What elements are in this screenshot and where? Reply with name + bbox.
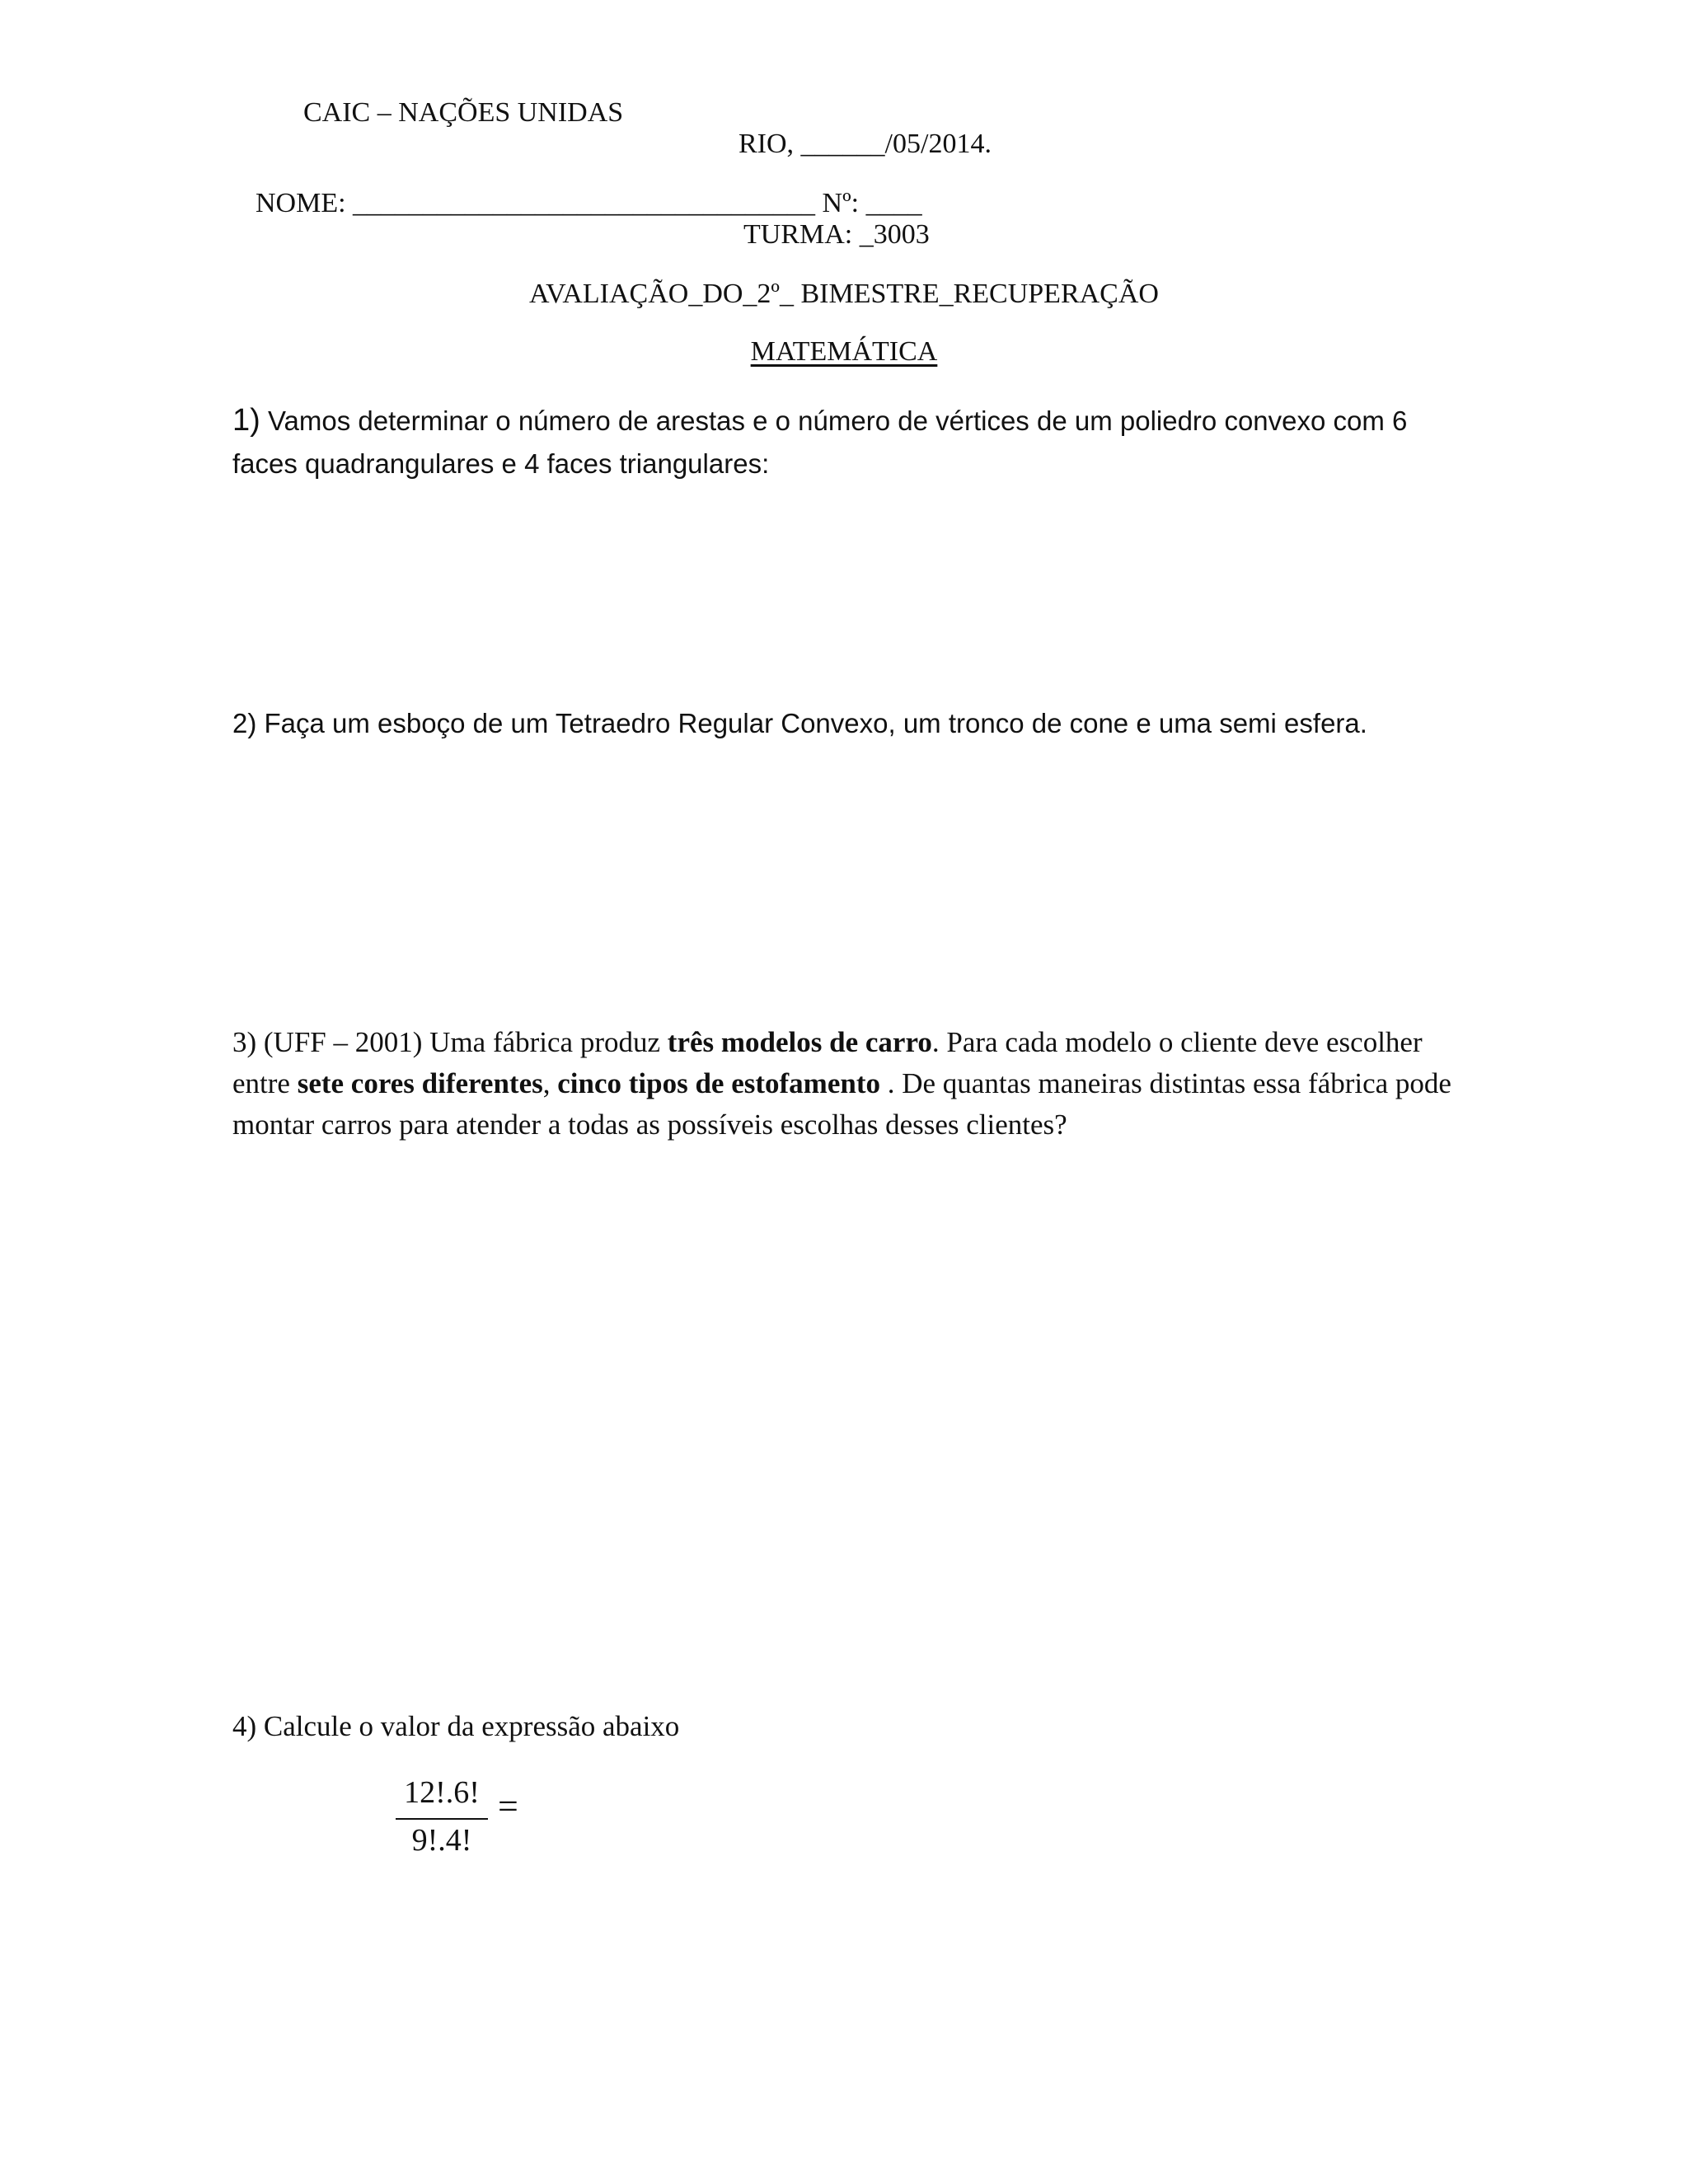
student-name-number-line: NOME: _________________________________ Nº: ____ [256, 188, 922, 218]
question-3-bold-1: três modelos de carro [667, 1026, 932, 1058]
question-3-text-part-2: . Para cada modelo o cliente deve escolher entre [232, 1026, 1423, 1099]
question-3-bold-2: sete cores diferentes [297, 1067, 543, 1099]
expression-denominator: 9!.4! [411, 1823, 472, 1858]
question-1 [232, 399, 1469, 485]
subject-title: MATEMÁTICA [750, 336, 938, 367]
question-3-bold-3: cinco tipos de estofamento [557, 1067, 880, 1099]
equals-sign: = [498, 1786, 518, 1826]
question-1-number: 1) [232, 403, 260, 438]
question-3 [232, 1022, 1469, 1146]
class-line: TURMA: _3003 [743, 219, 930, 250]
expression-numerator: 12!.6! [404, 1775, 480, 1810]
question-3-text-part-1: 3) (UFF – 2001) Uma fábrica produz [232, 1026, 668, 1058]
question-2-text: 2) Faça um esboço de um Tetraedro Regular Convexo, um tronco de cone e uma semi esfera. [232, 708, 1367, 738]
question-3-text-part-3: , [542, 1067, 558, 1099]
question-2 [232, 702, 1469, 745]
school-name: CAIC – NAÇÕES UNIDAS [303, 97, 624, 128]
date-line: RIO, ______/05/2014. [738, 129, 992, 159]
exam-title: AVALIAÇÃO_DO_2º_ BIMESTRE_RECUPERAÇÃO [529, 279, 1159, 309]
question-4 [232, 1706, 1469, 1747]
fraction-bar [396, 1818, 488, 1820]
question-4-text: 4) Calcule o valor da expressão abaixo [232, 1710, 680, 1742]
question-3-text-part-4: . De quantas maneiras distintas essa fábrica pode montar carros para atender a todas as possíveis escolhas desses clientes? [232, 1067, 1451, 1141]
factorial-expression [396, 1777, 544, 1859]
question-1-text: Vamos determinar o número de arestas e o número de vértices de um poliedro convexo com 6 faces quadrangulares e 4 faces triangulares: [232, 405, 1408, 479]
